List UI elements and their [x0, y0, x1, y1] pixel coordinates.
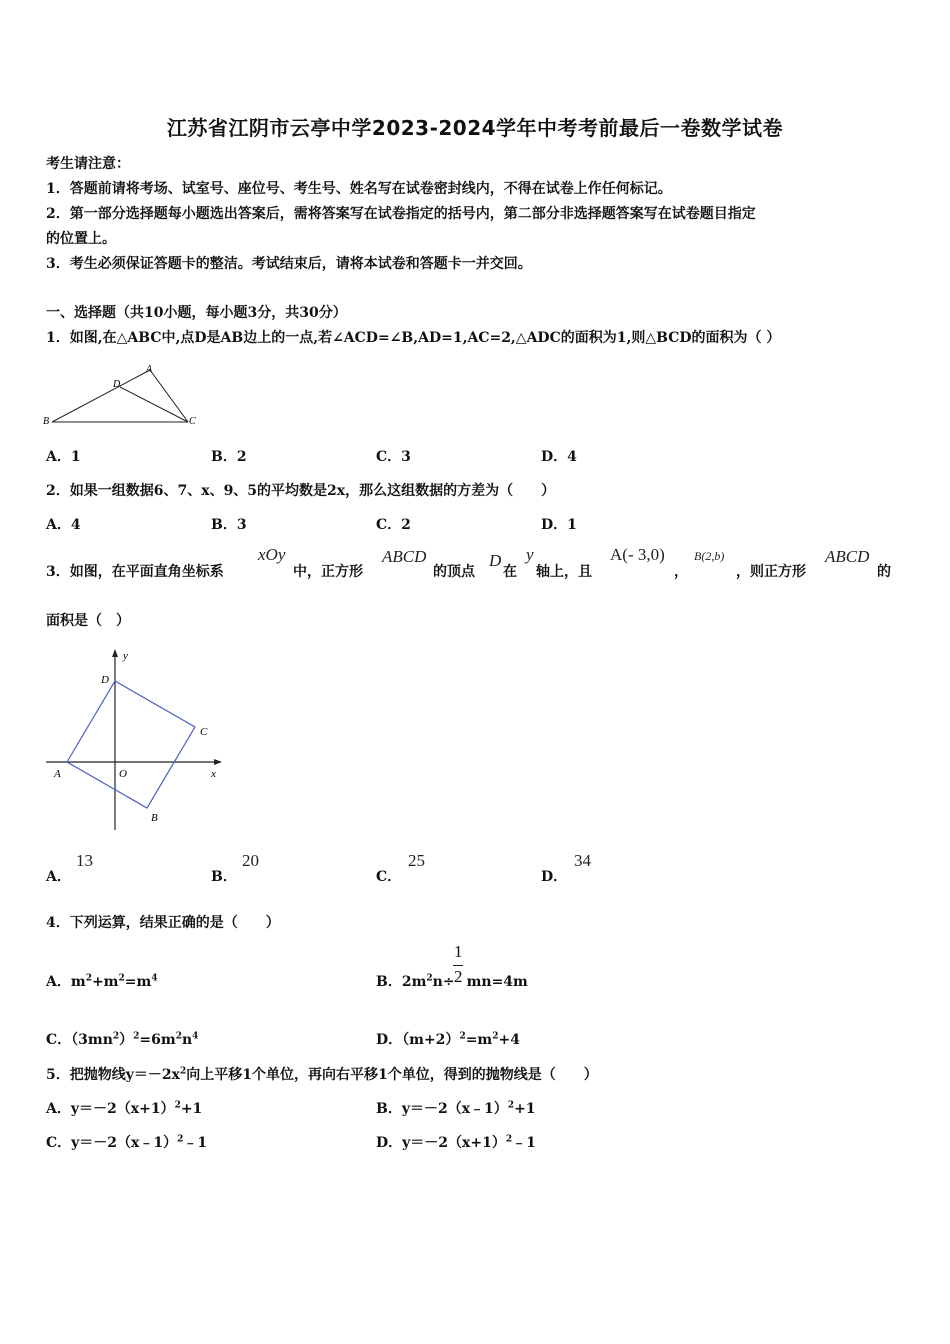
q3-math-abcd-1: ABCD [382, 547, 427, 566]
q3-label-y: y [123, 650, 128, 662]
q2-option-a[interactable]: A．4 [46, 517, 81, 533]
q1-label-b: B [43, 416, 50, 427]
q3-option-b[interactable]: B． [211, 869, 237, 885]
q3-option-b-value: 20 [242, 851, 259, 870]
q4-option-c[interactable]: C．$(3mn^2)^2=6m^2n^4$ [46, 1031, 199, 1048]
q3-text-4: 在 [503, 564, 517, 580]
q3-option-a[interactable]: A． [46, 869, 71, 885]
x-axis-arrow-icon [214, 759, 222, 765]
notice-line-2a: 2．第一部分选择题每小题选出答案后，需将答案写在试卷指定的括号内，第二部分非选择题答案写在试卷题目指定 [46, 206, 756, 222]
q1-label-c: C [189, 416, 196, 427]
q5-option-b[interactable]: B．y＝－2（x﹣1）$^2$+1 [376, 1100, 536, 1117]
q1-triangle-figure [40, 360, 210, 432]
notice-line-3: 3．考生必须保证答题卡的整洁。考试结束后，请将本试卷和答题卡一并交回。 [46, 256, 532, 272]
section-heading: 一、选择题（共10小题，每小题3分，共30分） [46, 305, 347, 321]
q1-option-c[interactable]: C．3 [376, 449, 411, 465]
q3-label-o: O [119, 768, 127, 780]
q4-text: 4．下列运算，结果正确的是（ ） [46, 915, 280, 931]
q3-option-a-value: 13 [76, 851, 93, 870]
q3-text-1: 3．如图，在平面直角坐标系 [46, 564, 224, 580]
q3-math-xoy: xOy [258, 545, 286, 564]
q3-option-d[interactable]: D． [541, 869, 568, 885]
q5-option-c[interactable]: C．y＝－2（x﹣1）$^2$﹣1 [46, 1134, 208, 1151]
q4-b-fraction-numerator: 1 [454, 942, 463, 961]
notice-line-1: 1．答题前请将考场、试室号、座位号、考生号、姓名写在试卷密封线内，不得在试卷上作任何标记。 [46, 181, 672, 197]
q3-text-2: 中，正方形 [293, 564, 363, 580]
q2-option-c[interactable]: C．2 [376, 517, 411, 533]
square-abcd [67, 681, 195, 808]
q3-option-c[interactable]: C． [376, 869, 402, 885]
q3-coordinate-figure [40, 645, 230, 835]
q3-label-a: A [54, 768, 61, 780]
q1-label-a: A [146, 364, 153, 375]
q5-option-a[interactable]: A．$y=-2(x+1)^2+1$ [46, 1100, 203, 1117]
q3-text-6: ， [674, 564, 688, 580]
q3-text-3: 的顶点 [433, 564, 475, 580]
q3-label-d: D [101, 674, 109, 686]
q1-label-d: D [113, 379, 121, 390]
q3-text-7: ，则正方形 [736, 564, 806, 580]
q4-option-a[interactable]: A．$m^2+m^2=m^4$ [46, 973, 158, 990]
q1-option-a[interactable]: A．1 [46, 449, 81, 465]
notice-heading: 考生请注意： [46, 156, 130, 172]
q3-label-c: C [200, 726, 208, 738]
q2-option-d[interactable]: D．1 [541, 517, 577, 533]
q1-option-d[interactable]: D．4 [541, 449, 577, 465]
q1-option-b[interactable]: B．2 [211, 449, 247, 465]
q3-math-point-b: B(2,b) [694, 549, 725, 563]
q3-option-c-value: 25 [408, 851, 425, 870]
q3-option-d-value: 34 [574, 851, 591, 870]
page-title: 江苏省江阴市云亭中学2023-2024学年中考考前最后一卷数学试卷 [166, 116, 784, 140]
q5-option-d[interactable]: D．$y=-2(x+1)^2﹣1$ [376, 1134, 536, 1151]
q3-text-8: 的 [877, 564, 891, 580]
q5-text: 5．把抛物线$y=-2x^2$向上平移1个单位，再向右平移1个单位，得到的抛物线是（ ） [46, 1066, 598, 1083]
notice-line-2b: 的位置上。 [46, 231, 116, 247]
q3-text-5: 轴上，且 [536, 564, 592, 580]
q2-option-b[interactable]: B．3 [211, 517, 247, 533]
y-axis-arrow-icon [112, 649, 118, 657]
q3-label-b: B [151, 812, 158, 824]
q3-math-y: y [526, 545, 534, 564]
q2-text: 2．如果一组数据6、7、x、9、5的平均数是2x，那么这组数据的方差为（ ） [46, 483, 556, 499]
q3-label-x: x [211, 768, 216, 780]
q1-text: 1．如图,在△ABC中,点D是AB边上的一点,若∠ACD=∠B,AD=1,AC=2,△ADC的面积为1,则△BCD的面积为（ ） [46, 330, 781, 346]
q3-math-point-a: A(- 3,0) [610, 545, 665, 564]
q3-text-line2: 面积是（ ） [46, 613, 130, 629]
q3-math-d: D [489, 551, 502, 570]
q4-option-b[interactable]: B．$2m^2n\div mn=4m$ [376, 973, 528, 990]
q4-b-fraction-bar [453, 965, 463, 966]
q3-math-abcd-2: ABCD [825, 547, 870, 566]
q4-option-d[interactable]: D．$(m+2)^2=m^2+4$ [376, 1031, 520, 1048]
q4-b-fraction-denominator: 2 [454, 967, 463, 986]
